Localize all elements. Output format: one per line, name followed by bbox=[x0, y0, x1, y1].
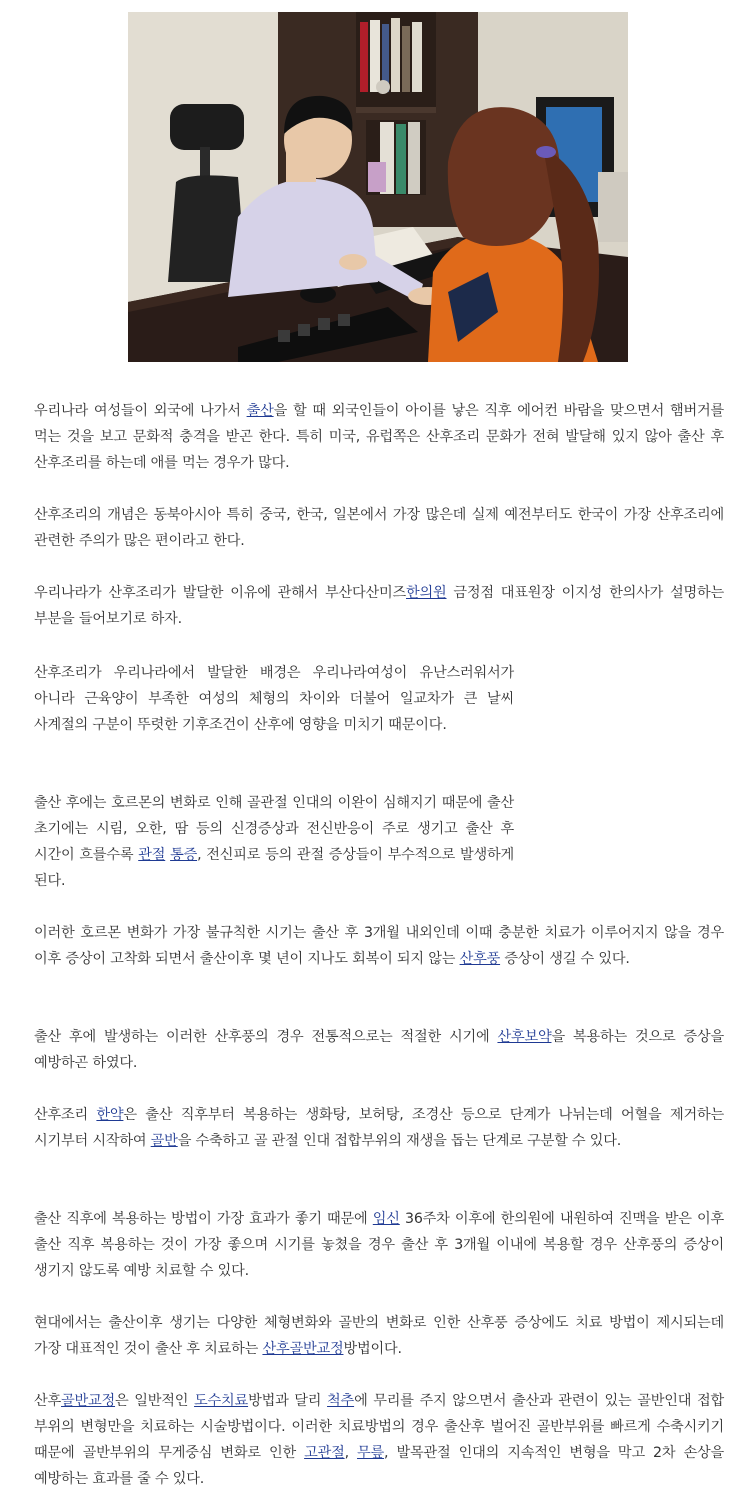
paragraph-text: 은 일반적인 bbox=[115, 1393, 195, 1409]
paragraph-text: 현대에서는 출산이후 생기는 다양한 체형변화와 골반의 변화로 인한 산후풍 증상에도 치료 방법이 제시되는데 가장 대표적인 것이 출산 후 치료하는 bbox=[34, 1315, 724, 1357]
paragraph-text: 산후조리가 우리나라에서 발달한 배경은 우리나라여성이 유난스러워서가 아니라 근육양이 부족한 여성의 체형의 차이와 더불어 일교차가 큰 날씨 사계절의 구분이 뚜렷한 기후조건이 산후에 영향을 미치기 때문이다. bbox=[34, 665, 514, 733]
paragraph bbox=[34, 1388, 724, 1492]
inline-keyword-link[interactable]: 관절 bbox=[138, 847, 166, 863]
paragraph-text: 산후조리 bbox=[34, 1107, 97, 1123]
paragraph bbox=[34, 398, 724, 476]
inline-keyword-link[interactable]: 산후골반교정 bbox=[262, 1341, 344, 1357]
paragraph-text: 우리나라 여성들이 외국에 나가서 bbox=[34, 403, 247, 419]
paragraph-text: 은 출산 직후부터 복용하는 생화탕, 보허탕, 조경산 등으로 단계가 나뉘는데 어혈을 제거하는 시기부터 시작하여 bbox=[34, 1107, 724, 1149]
paragraph-text: 출산 후에 발생하는 이러한 산후풍의 경우 전통적으로는 적절한 시기에 bbox=[34, 1029, 498, 1045]
office-chair bbox=[170, 104, 244, 150]
paragraph-text: 36주차 이후에 한의원에 내원하여 진맥을 받은 이후 출산 직후 복용하는 것이 가장 좋으며 시기를 놓쳤을 경우 출산 후 3개월 이내에 복용할 경우 산후풍의 증상이 생기지 않도록 예방 치료할 수 있다. bbox=[34, 1211, 725, 1279]
paragraph bbox=[34, 1310, 724, 1362]
inline-keyword-link[interactable]: 도수치료 bbox=[194, 1393, 249, 1409]
paragraph-text: 출산 직후에 복용하는 방법이 가장 효과가 좋기 때문에 bbox=[34, 1211, 373, 1227]
paragraph-text: 을 복용하는 것으로 증상을 예방하곤 하였다. bbox=[34, 1029, 724, 1071]
paragraph bbox=[34, 580, 724, 632]
paragraph bbox=[34, 660, 514, 738]
paragraph bbox=[34, 502, 724, 554]
inline-keyword-link[interactable]: 골반교정 bbox=[61, 1393, 116, 1409]
inline-keyword-link[interactable]: 산후풍 bbox=[459, 951, 501, 967]
inline-keyword-link[interactable]: 임신 bbox=[372, 1211, 400, 1227]
counseling-photo-illustration bbox=[128, 12, 628, 362]
paragraph-text: 출산 후에는 호르몬의 변화로 인해 골관절 인대의 이완이 심해지기 때문에 출산 초기에는 시림, 오한, 땀 등의 신경증상과 전신반응이 주로 생기고 출산 후 시간이 흐를수록 bbox=[34, 795, 514, 863]
article-photo bbox=[128, 12, 628, 362]
inline-keyword-link[interactable]: 한약 bbox=[96, 1107, 124, 1123]
paragraph-text: 을 수축하고 골 관절 인대 접합부위의 재생을 돕는 단계로 구분할 수 있다. bbox=[177, 1133, 622, 1149]
paragraph bbox=[34, 1102, 724, 1154]
inline-keyword-link[interactable]: 출산 bbox=[246, 403, 274, 419]
inline-keyword-link[interactable]: 척추 bbox=[327, 1393, 355, 1409]
paragraph-text: 에 무리를 주지 않으면서 출산과 관련이 있는 골반인대 접합 부위의 변형만을 치료하는 시술방법이다. 이러한 치료방법의 경우 출산후 벌어진 골반부위를 빠르게 수축시키기 때문에 골반부위의 무게중심 변화로 인한 bbox=[34, 1393, 724, 1461]
paragraph-text: 을 할 때 외국인들이 아이를 낳은 직후 에어컨 바람을 맞으면서 햄버거를 먹는 것을 보고 문화적 충격을 받곤 한다. 특히 미국, 유럽쪽은 산후조리 문화가 전혀 발달해 있지 않아 출산 후 산후조리를 하는데 애를 먹는 경우가 많다. bbox=[34, 403, 725, 471]
paragraph-text: , bbox=[344, 1445, 358, 1461]
paragraph-text: 방법과 달리 bbox=[248, 1393, 328, 1409]
paragraph bbox=[34, 920, 724, 972]
paragraph-text: 방법이다. bbox=[343, 1341, 402, 1357]
inline-keyword-link[interactable]: 통증 bbox=[170, 847, 198, 863]
paragraph-text: , 전신피로 등의 관절 증상들이 부수적으로 발생하게 된다. bbox=[34, 847, 515, 889]
inline-keyword-link[interactable]: 한의원 bbox=[406, 585, 447, 601]
paragraph bbox=[34, 1206, 724, 1284]
paragraph-text: 산후조리의 개념은 동북아시아 특히 중국, 한국, 일본에서 가장 많은데 실제 예전부터도 한국이 가장 산후조리에 관련한 주의가 많은 편이라고 한다. bbox=[34, 507, 724, 549]
inline-keyword-link[interactable]: 산후보약 bbox=[497, 1029, 552, 1045]
paragraph-text: 이러한 호르몬 변화가 가장 불규칙한 시기는 출산 후 3개월 내외인데 이때 충분한 치료가 이루어지지 않을 경우 이후 증상이 고착화 되면서 출산이후 몇 년이 지나도 회복이 되지 않는 bbox=[34, 925, 724, 967]
paragraph bbox=[34, 1024, 724, 1076]
paragraph-text: 증상이 생길 수 있다. bbox=[500, 951, 630, 967]
inline-keyword-link[interactable]: 골반 bbox=[150, 1133, 178, 1149]
paragraph-text: , 발목관절 인대의 지속적인 변형을 막고 2차 손상을 예방하는 효과를 줄 수 있다. bbox=[34, 1445, 724, 1487]
inline-keyword-link[interactable]: 무릎 bbox=[357, 1445, 385, 1461]
inline-keyword-link[interactable]: 고관절 bbox=[304, 1445, 345, 1461]
paragraph-text: 우리나라가 산후조리가 발달한 이유에 관해서 부산다산미즈 bbox=[34, 585, 406, 601]
paragraph bbox=[34, 790, 514, 894]
paragraph-text: 금정점 대표원장 이지성 한의사가 설명하는 부분을 들어보기로 하자. bbox=[34, 585, 724, 627]
paragraph-text: 산후 bbox=[34, 1393, 62, 1409]
